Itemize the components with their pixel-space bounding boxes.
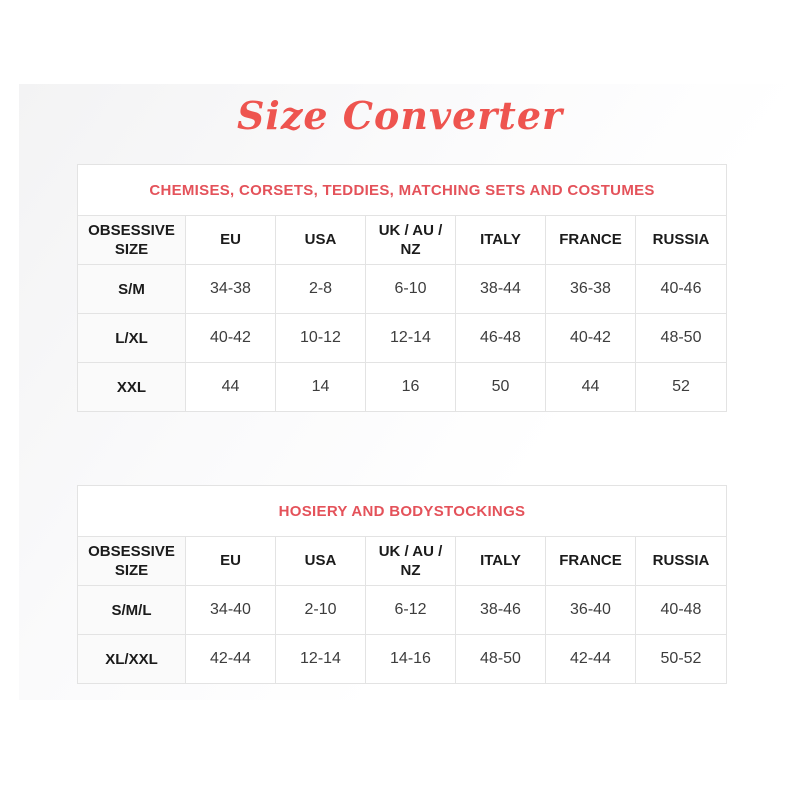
size-value: 6-12 [366, 586, 456, 635]
table-row-xxl [78, 363, 727, 412]
size-value: 36-40 [546, 586, 636, 635]
table-title-row [78, 165, 727, 216]
column-header-uk-au-nz: UK / AU / NZ [366, 537, 456, 586]
hosiery-bodystockings-size-table [77, 485, 727, 684]
column-header-france: FRANCE [546, 537, 636, 586]
table-header-row [78, 216, 727, 265]
size-value: 52 [636, 363, 727, 412]
size-value: 34-40 [186, 586, 276, 635]
size-value: 42-44 [546, 635, 636, 684]
size-label: XXL [78, 363, 186, 412]
size-value: 2-8 [276, 265, 366, 314]
table-row-sml [78, 586, 727, 635]
page-title: Size Converter [236, 93, 564, 138]
size-value: 10-12 [276, 314, 366, 363]
size-value: 46-48 [456, 314, 546, 363]
size-label: XL/XXL [78, 635, 186, 684]
table-title: HOSIERY AND BODYSTOCKINGS [78, 486, 727, 537]
size-value: 44 [186, 363, 276, 412]
column-header-italy: ITALY [456, 216, 546, 265]
column-header-italy: ITALY [456, 537, 546, 586]
size-value: 14-16 [366, 635, 456, 684]
size-value: 40-42 [186, 314, 276, 363]
size-value: 38-46 [456, 586, 546, 635]
column-header-obsessive-size: OBSESSIVE SIZE [78, 216, 186, 265]
column-header-uk-au-nz: UK / AU / NZ [366, 216, 456, 265]
size-value: 40-48 [636, 586, 727, 635]
size-label: L/XL [78, 314, 186, 363]
size-value: 44 [546, 363, 636, 412]
size-value: 34-38 [186, 265, 276, 314]
column-header-usa: USA [276, 216, 366, 265]
table-row-sm [78, 265, 727, 314]
column-header-usa: USA [276, 537, 366, 586]
size-value: 40-42 [546, 314, 636, 363]
size-value: 48-50 [456, 635, 546, 684]
size-label: S/M/L [78, 586, 186, 635]
size-value: 42-44 [186, 635, 276, 684]
size-label: S/M [78, 265, 186, 314]
size-value: 40-46 [636, 265, 727, 314]
column-header-russia: RUSSIA [636, 537, 727, 586]
column-header-eu: EU [186, 216, 276, 265]
column-header-france: FRANCE [546, 216, 636, 265]
table-row-lxl [78, 314, 727, 363]
column-header-russia: RUSSIA [636, 216, 727, 265]
size-value: 14 [276, 363, 366, 412]
chemises-corsets-size-table [77, 164, 727, 412]
size-value: 12-14 [366, 314, 456, 363]
column-header-obsessive-size: OBSESSIVE SIZE [78, 537, 186, 586]
size-value: 50-52 [636, 635, 727, 684]
size-value: 6-10 [366, 265, 456, 314]
table-title: CHEMISES, CORSETS, TEDDIES, MATCHING SETS AND COSTUMES [78, 165, 727, 216]
table-title-row [78, 486, 727, 537]
table-header-row [78, 537, 727, 586]
size-value: 48-50 [636, 314, 727, 363]
size-value: 16 [366, 363, 456, 412]
size-value: 2-10 [276, 586, 366, 635]
column-header-eu: EU [186, 537, 276, 586]
table-row-xlxxl [78, 635, 727, 684]
size-value: 38-44 [456, 265, 546, 314]
size-value: 50 [456, 363, 546, 412]
size-value: 36-38 [546, 265, 636, 314]
size-value: 12-14 [276, 635, 366, 684]
